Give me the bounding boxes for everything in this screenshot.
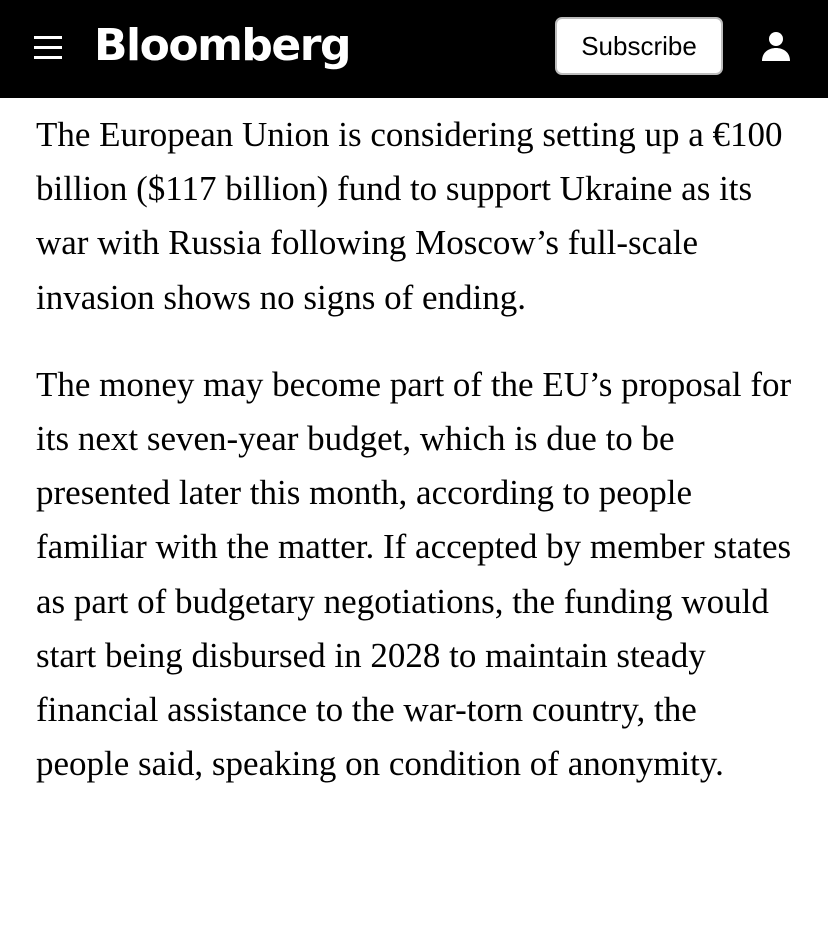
person-icon[interactable] — [760, 30, 792, 62]
top-navigation-bar — [0, 0, 828, 98]
bloomberg-logo[interactable]: Bloomberg — [94, 20, 350, 71]
hamburger-menu-icon[interactable] — [34, 36, 62, 60]
article-paragraph: The money may become part of the EU’s proposal for its next seven-year budget, which is due to be presented later this month, according to people familiar with the matter. If accepted by member states as part of budgetary negotiations, the funding would start being disbursed in 2028 to maintain steady financial assistance to the war-torn country, the people said, speaking on condition of anonymity. — [36, 364, 792, 784]
article-paragraph: The European Union is considering setting up a €100 billion ($117 billion) fund to support Ukraine as its war with Russia following Moscow’s full-scale invasion shows no signs of ending. — [36, 115, 783, 317]
subscribe-button[interactable]: Subscribe — [555, 17, 723, 75]
article-body — [36, 108, 796, 824]
